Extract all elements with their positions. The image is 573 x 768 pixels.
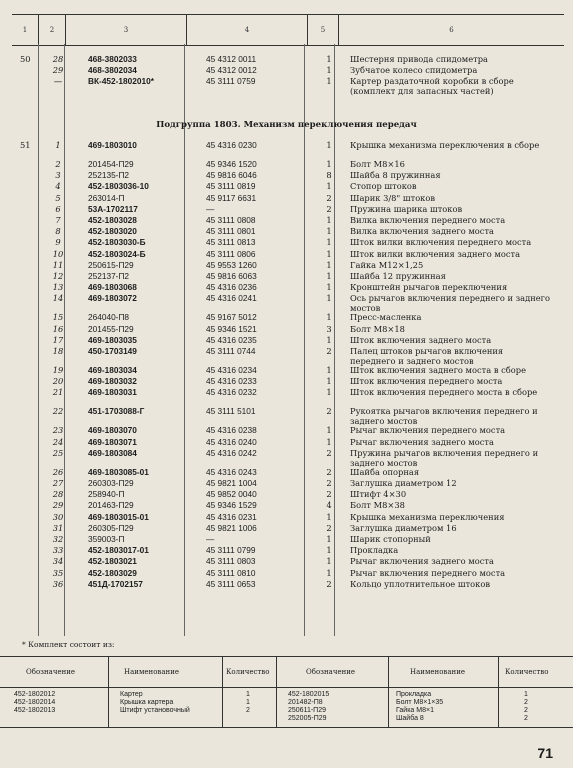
part-name: Болт M8×38 <box>350 500 405 511</box>
catalog-code: 45 4316 0242 <box>206 447 257 458</box>
part-number: 252135-П2 <box>88 170 130 181</box>
position-number: 21 <box>52 387 64 398</box>
catalog-code: 45 4316 0238 <box>206 425 257 436</box>
part-name: Крышка механизма переключения <box>350 511 505 522</box>
position-number: 29 <box>52 500 64 511</box>
position-number: 28 <box>52 54 64 64</box>
position-number: 9 <box>55 237 61 248</box>
position-number: 36 <box>52 578 64 589</box>
part-name: Болт M8×16 <box>350 159 405 169</box>
catalog-code: 45 3111 0806 <box>206 248 256 259</box>
kit-header-qty: Количество <box>226 668 270 676</box>
part-name: Шток вилки включения переднего моста <box>350 237 532 248</box>
part-number: ВК-452-1802010* <box>88 76 154 87</box>
quantity: 2 <box>326 478 332 488</box>
part-name: Крышка механизма переключения в сборе <box>350 140 540 150</box>
catalog-code: 45 3111 0813 <box>206 237 256 248</box>
kit-header-part: Обозначение <box>26 668 76 676</box>
position-number: 16 <box>52 323 64 334</box>
quantity: 1 <box>326 248 332 259</box>
catalog-code: 45 3111 0759 <box>206 76 256 87</box>
part-number: 469-1803031 <box>88 387 137 398</box>
kit-divider <box>388 657 389 727</box>
position-number: 33 <box>52 545 64 556</box>
part-name: Штифт 4×30 <box>350 489 407 500</box>
catalog-code: 45 3111 0799 <box>206 545 256 556</box>
position-number: 29 <box>52 65 64 76</box>
catalog-code: 45 4316 0236 <box>206 282 257 293</box>
part-number: 452-1803028 <box>88 215 137 225</box>
kit-divider <box>276 657 277 727</box>
part-number: 260303-П29 <box>88 478 134 488</box>
quantity: 1 <box>326 293 332 304</box>
part-name: Ось рычагов включения переднего и заднего мостов <box>350 293 550 314</box>
kit-left-parts: 452-1802012 452-1802014 452-1802013 <box>14 691 56 714</box>
group-number: 51 <box>20 140 31 150</box>
part-number: 469-1803072 <box>88 293 137 304</box>
quantity: 1 <box>326 556 332 567</box>
position-number: 14 <box>52 293 64 304</box>
part-name: Пресс-масленка <box>350 312 422 323</box>
position-number: 32 <box>52 534 64 544</box>
header-col-5: 5 <box>308 15 339 45</box>
quantity: 2 <box>326 578 332 589</box>
part-name: Шарик стопорный <box>350 534 431 544</box>
catalog-code: 45 9346 1529 <box>206 500 257 511</box>
catalog-code: 45 4316 0234 <box>206 365 257 375</box>
position-number: 20 <box>52 376 64 387</box>
quantity: 1 <box>326 425 332 436</box>
kit-right-parts: 452-1802015 201482-П8 250611-П29 252005-П29 <box>288 691 330 722</box>
catalog-code: 45 9821 1006 <box>206 522 257 533</box>
part-number: 201454-П29 <box>88 159 134 169</box>
part-number: 252137-П2 <box>88 271 130 281</box>
catalog-code: 45 9553 1260 <box>206 259 257 270</box>
quantity: 2 <box>326 522 332 533</box>
quantity: 1 <box>326 511 332 522</box>
quantity: 1 <box>326 271 332 281</box>
position-number: 31 <box>52 522 64 533</box>
catalog-code: 45 9852 0040 <box>206 489 257 500</box>
part-number: 468-3802034 <box>88 65 137 76</box>
part-name: Шток включения заднего моста <box>350 334 492 345</box>
part-name: Рукоятка рычагов включения переднего и заднего мостов <box>350 406 538 427</box>
quantity: 1 <box>326 365 332 375</box>
position-number: — <box>53 76 63 87</box>
position-number: 30 <box>52 511 64 522</box>
catalog-code: 45 9117 6631 <box>206 192 257 203</box>
position-number: 22 <box>52 406 64 417</box>
quantity: 1 <box>326 334 332 345</box>
catalog-code: 45 3111 0819 <box>206 181 256 192</box>
quantity: 1 <box>326 215 332 225</box>
part-name: Гайка M12×1,25 <box>350 259 424 270</box>
quantity: 1 <box>326 76 332 87</box>
catalog-code: 45 3111 0803 <box>206 556 256 567</box>
part-name: Болт M8×18 <box>350 323 405 334</box>
part-number: 469-1803071 <box>88 436 137 447</box>
part-number: 452-1803030-Б <box>88 237 146 248</box>
part-name: Рычаг включения переднего моста <box>350 567 506 578</box>
part-number: 264040-П8 <box>88 312 130 323</box>
part-name: Заглушка диаметром 12 <box>350 478 457 488</box>
quantity: 1 <box>326 567 332 578</box>
catalog-code: 45 4316 0235 <box>206 334 257 345</box>
part-number: 260305-П29 <box>88 522 134 533</box>
quantity: 1 <box>326 436 332 447</box>
quantity: 1 <box>326 376 332 387</box>
part-number: 258940-П <box>88 489 125 500</box>
catalog-code: 45 9816 6063 <box>206 271 257 281</box>
header-col-1: 1 <box>12 15 39 45</box>
kit-header-part-2: Обозначение <box>306 668 356 676</box>
position-number: 35 <box>52 567 64 578</box>
part-number: 469-1803010 <box>88 140 137 150</box>
catalog-code: 45 4316 0241 <box>206 293 257 304</box>
quantity: 1 <box>326 181 332 192</box>
position-number: 24 <box>52 436 64 447</box>
catalog-code: — <box>206 534 215 544</box>
quantity: 1 <box>326 312 332 323</box>
position-number: 15 <box>52 312 64 323</box>
quantity: 2 <box>326 406 332 417</box>
part-name: Шток включения переднего моста <box>350 376 503 387</box>
part-name: Рычаг включения переднего моста <box>350 425 506 436</box>
part-number: 468-3802033 <box>88 54 137 64</box>
header-col-4: 4 <box>187 15 308 45</box>
quantity: 2 <box>326 466 332 477</box>
catalog-code: 45 4316 0231 <box>206 511 257 522</box>
header-col-6: 6 <box>449 26 454 34</box>
part-name: Стопор штоков <box>350 181 417 192</box>
catalog-code: 45 4316 0232 <box>206 387 257 398</box>
part-name: Палец штоков рычагов включения переднего и заднего мостов <box>350 346 504 366</box>
quantity: 2 <box>326 447 332 458</box>
catalog-code: 45 3111 0801 <box>206 226 256 237</box>
part-name: Кольцо уплотнительное штоков <box>350 578 491 589</box>
position-number: 27 <box>52 478 64 488</box>
position-number: 25 <box>52 447 64 458</box>
footnote: * Комплект состоит из: <box>22 640 115 649</box>
part-name: Пружина рычагов включения переднего и заднего мостов <box>350 447 539 468</box>
part-name: Шайба 12 пружинная <box>350 271 446 281</box>
kit-right-qty: 1 2 2 2 <box>524 691 528 722</box>
kit-table <box>0 656 573 728</box>
catalog-code: 45 9346 1521 <box>206 323 257 334</box>
position-number: 8 <box>55 226 61 237</box>
catalog-code: — <box>206 203 215 214</box>
part-number: 53А-1702117 <box>88 203 138 214</box>
position-number: 23 <box>52 425 64 436</box>
quantity: 2 <box>326 489 332 500</box>
part-name: Вилка включения переднего моста <box>350 215 506 225</box>
catalog-code: 45 9821 1004 <box>206 478 257 488</box>
quantity: 1 <box>326 534 332 544</box>
part-name: Шток включения заднего моста в сборе <box>350 365 526 375</box>
part-number: 452-1803024-Б <box>88 248 146 259</box>
part-number: 452-1803036-10 <box>88 181 149 192</box>
part-name: Шток включения переднего моста в сборе <box>350 387 538 398</box>
position-number: 17 <box>52 334 64 345</box>
quantity: 1 <box>326 226 332 237</box>
page-number: 71 <box>537 745 553 761</box>
position-number: 13 <box>52 282 64 293</box>
column-divider <box>334 44 335 636</box>
catalog-code: 45 3111 0653 <box>206 578 256 589</box>
catalog-code: 45 9346 1520 <box>206 159 257 169</box>
part-number: 201463-П29 <box>88 500 134 511</box>
quantity: 2 <box>326 203 332 214</box>
part-name: Вилка включения заднего моста <box>350 226 494 237</box>
catalog-code: 45 3111 5101 <box>206 406 256 417</box>
part-number: 469-1803032 <box>88 376 137 387</box>
part-number: 469-1803034 <box>88 365 137 375</box>
position-number: 5 <box>55 192 61 203</box>
catalog-code: 45 9816 6046 <box>206 170 257 181</box>
position-number: 34 <box>52 556 64 567</box>
position-number: 19 <box>52 365 64 375</box>
catalog-code: 45 3111 0744 <box>206 346 256 356</box>
quantity: 1 <box>326 237 332 248</box>
part-name: Кронштейн рычагов переключения <box>350 282 508 293</box>
quantity: 1 <box>326 159 332 169</box>
part-name: Заглушка диаметром 16 <box>350 522 457 533</box>
quantity: 1 <box>326 54 332 64</box>
catalog-code: 45 4316 0230 <box>206 140 257 150</box>
part-number: 452-1803029 <box>88 567 137 578</box>
quantity: 2 <box>326 192 332 203</box>
part-name: Шток вилки включения заднего моста <box>350 248 521 259</box>
part-name: Шарик 3/8" штоков <box>350 192 436 203</box>
column-divider <box>38 44 39 636</box>
kit-table-header <box>0 657 573 688</box>
part-name: Шайба опорная <box>350 466 420 477</box>
part-name: Зубчатое колесо спидометра <box>350 65 478 76</box>
position-number: 26 <box>52 466 64 477</box>
part-name: Прокладка <box>350 545 399 556</box>
quantity: 4 <box>326 500 332 511</box>
position-number: 11 <box>52 259 64 270</box>
quantity: 8 <box>326 170 332 181</box>
quantity: 1 <box>326 545 332 556</box>
position-number: 6 <box>55 203 61 214</box>
kit-divider <box>108 657 109 727</box>
part-number: 469-1803070 <box>88 425 137 436</box>
part-number: 250615-П29 <box>88 259 134 270</box>
part-name: Рычаг включения заднего моста <box>350 556 494 567</box>
group-number: 50 <box>20 54 31 64</box>
kit-header-name-2: Наименование <box>410 668 465 676</box>
position-number: 12 <box>52 271 64 281</box>
part-name: Шестерня привода спидометра <box>350 54 488 64</box>
kit-left-qty: 1 1 2 <box>246 691 250 714</box>
kit-divider <box>498 657 499 727</box>
quantity: 3 <box>326 323 332 334</box>
quantity: 1 <box>326 282 332 293</box>
column-divider <box>184 44 185 636</box>
position-number: 28 <box>52 489 64 500</box>
part-number: 469-1803085-01 <box>88 466 149 477</box>
part-number: 451Д-1702157 <box>88 578 143 589</box>
part-number: 452-1803021 <box>88 556 137 567</box>
part-number: 201455-П29 <box>88 323 134 334</box>
catalog-code: 45 3111 0808 <box>206 215 256 225</box>
position-number: 2 <box>55 159 61 169</box>
part-number: 450-1703149 <box>88 346 137 356</box>
subgroup-title: Подгруппа 1803. Механизм переключения передач <box>156 120 417 130</box>
part-number: 469-1803084 <box>88 447 137 458</box>
quantity: 2 <box>326 346 332 356</box>
kit-divider <box>222 657 223 727</box>
position-number: 4 <box>55 181 61 192</box>
column-divider <box>304 44 305 636</box>
catalog-code: 45 3111 0810 <box>206 567 256 578</box>
position-number: 3 <box>55 170 61 181</box>
part-number: 359003-П <box>88 534 125 544</box>
kit-left-names: Картер Крышка картера Штифт установочный <box>120 691 190 714</box>
quantity: 1 <box>326 259 332 270</box>
catalog-code: 45 4312 0011 <box>206 54 257 64</box>
part-name: Шайба 8 пружинная <box>350 170 441 181</box>
part-name: Картер раздаточной коробки в сборе (комплект для запасных частей) <box>350 76 514 97</box>
catalog-code: 45 4316 0243 <box>206 466 257 477</box>
catalog-code: 45 4316 0240 <box>206 436 257 447</box>
header-col-3: 3 <box>66 15 187 45</box>
position-number: 7 <box>55 215 61 225</box>
part-name: Пружина шарика штоков <box>350 203 463 214</box>
part-number: 469-1803068 <box>88 282 137 293</box>
catalog-code: 45 4316 0233 <box>206 376 257 387</box>
header-col-2: 2 <box>39 15 66 45</box>
part-number: 469-1803035 <box>88 334 137 345</box>
position-number: 18 <box>52 346 64 356</box>
part-number: 452-1803020 <box>88 226 137 237</box>
part-number: 452-1803017-01 <box>88 545 149 556</box>
part-number: 263014-П <box>88 192 125 203</box>
part-name: Рычаг включения заднего моста <box>350 436 494 447</box>
catalog-code: 45 4312 0012 <box>206 65 257 76</box>
kit-header-qty-2: Количество <box>505 668 549 676</box>
part-number: 451-1703088-Г <box>88 406 145 417</box>
position-number: 10 <box>52 248 64 259</box>
quantity: 1 <box>326 140 332 150</box>
quantity: 1 <box>326 65 332 76</box>
table-header <box>12 14 564 46</box>
part-number: 469-1803015-01 <box>88 511 149 522</box>
kit-header-name: Наименование <box>124 668 179 676</box>
kit-right-names: Прокладка Болт M8×1×35 Гайка M8×1 Шайба 8 <box>396 691 444 722</box>
quantity: 1 <box>326 387 332 398</box>
catalog-code: 45 9167 5012 <box>206 312 257 323</box>
position-number: 1 <box>55 140 61 150</box>
